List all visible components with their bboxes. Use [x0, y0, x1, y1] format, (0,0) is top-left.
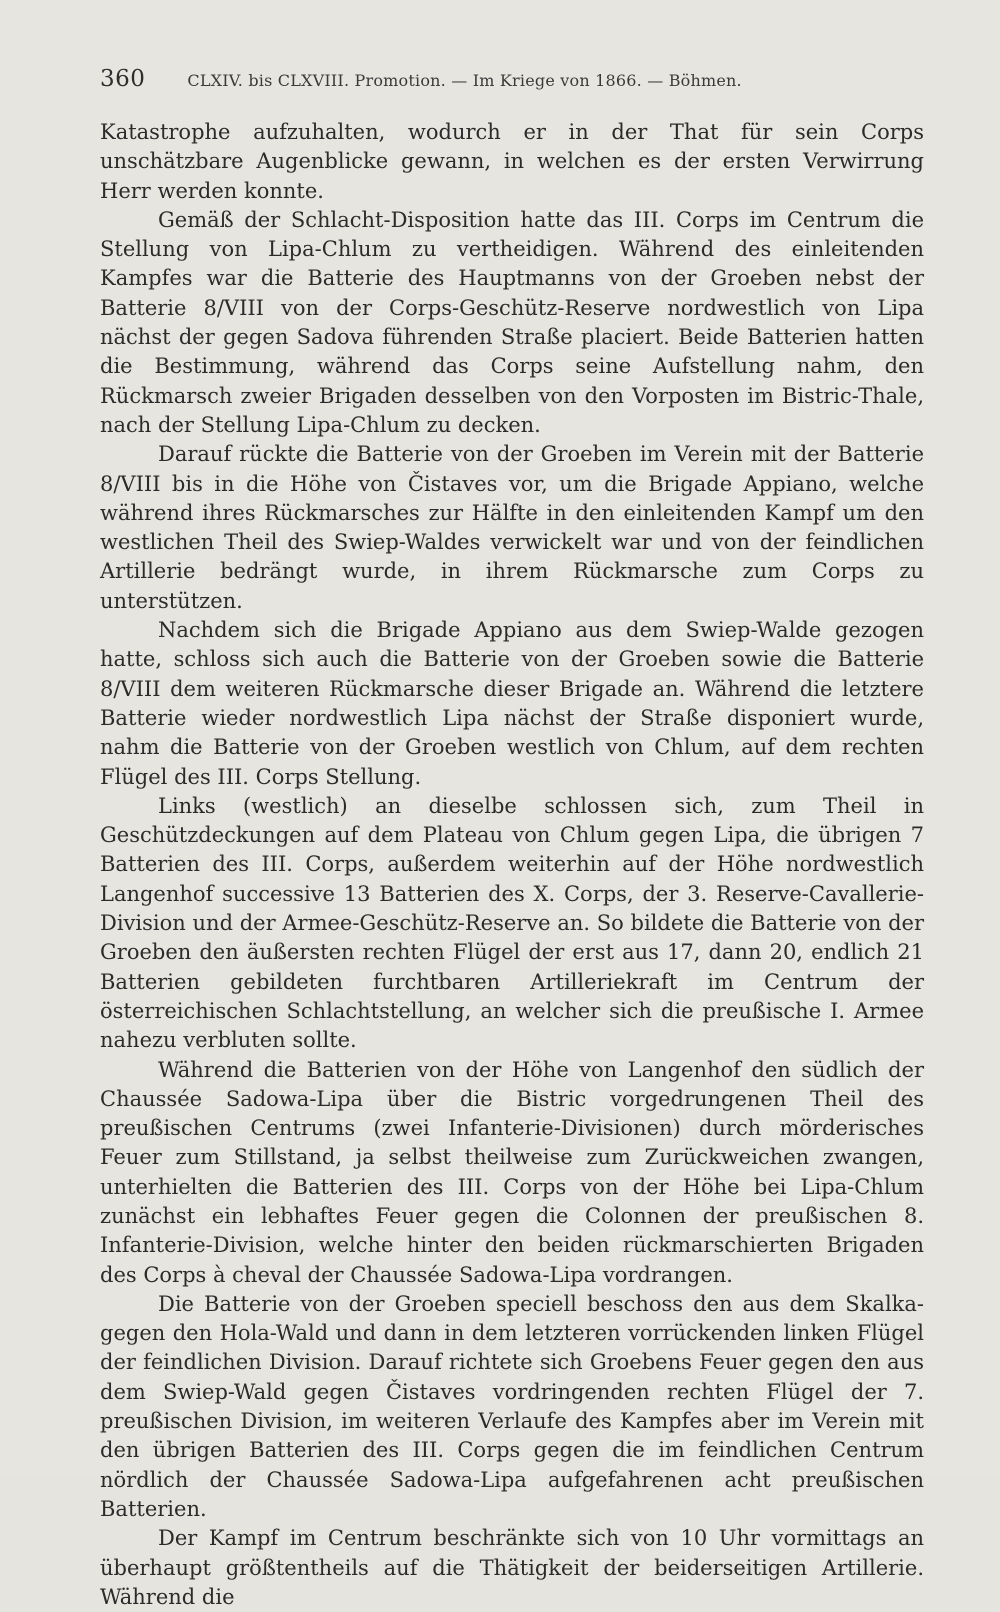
page-header — [100, 66, 920, 102]
paragraph: Die Batterie von der Groeben speciell beschoss den aus dem Skalka- gegen den Hola-Wald und dann in dem letzteren vorrückenden linken Flügel der feindlichen Division. Darauf richtete sich Groebens Feuer gegen den aus dem Swiep-Wald gegen Čistaves vordringenden rechten Flügel der 7. preußischen Division, im weiteren Verlaufe des Kampfes aber im Verein mit den übrigen Batterien des III. Corps gegen die im feindlichen Centrum nördlich der Chaussée Sadowa-Lipa aufgefahrenen acht preußischen Batterien. — [100, 1291, 924, 1521]
paragraph: Nachdem sich die Brigade Appiano aus dem Swiep-Walde gezogen hatte, schloss sich auch die Batterie von der Groeben sowie die Batterie 8/VIII dem weiteren Rückmarsche dieser Brigade an. Während die letztere Batterie wieder nordwestlich Lipa nächst der Straße disponiert wurde, nahm die Batterie von der Groeben westlich von Chlum, auf dem rechten Flügel des III. Corps Stellung. — [100, 618, 924, 789]
paragraph: Links (westlich) an dieselbe schlossen sich, zum Theil in Geschützdeckungen auf dem Plateau von Chlum gegen Lipa, die übrigen 7 Batterien des III. Corps, außerdem weiterhin auf der Höhe nordwestlich Langenhof successive 13 Batterien des X. Corps, der 3. Reserve-Cavallerie-Division und der Armee-Geschütz-Reserve an. So bildete die Batterie von der Groeben den äußersten rechten Flügel der erst aus 17, dann 20, endlich 21 Batterien gebildeten furchtbaren Artilleriekraft im Centrum der österreichischen Schlachtstellung, an welcher sich die preußische I. Armee nahezu verbluten sollte. — [100, 793, 924, 1053]
body-text — [100, 118, 924, 1612]
paragraph: Katastrophe aufzuhalten, wodurch er in der That für sein Corps unschätzbare Augenblicke gewann, in welchen es der ersten Verwirrung Herr werden konnte. — [100, 120, 924, 203]
paragraph: Während die Batterien von der Höhe von Langenhof den südlich der Chaussée Sadowa-Lipa über die Bistric vorgedrungenen Theil des preußischen Centrums (zwei Infanterie-Divisionen) durch mörderisches Feuer zum Stillstand, ja selbst theilweise zum Zurückweichen zwangen, unterhielten die Batterien des III. Corps von der Höhe bei Lipa-Chlum zunächst ein lebhaftes Feuer gegen die Colonnen der preußischen 8. Infanterie-Division, welche hinter den beiden rückmarschierten Brigaden des Corps à cheval der Chaussée Sadowa-Lipa vordrangen. — [100, 1057, 924, 1287]
paragraph: Gemäß der Schlacht-Disposition hatte das III. Corps im Centrum die Stellung von Lipa-Chlum zu vertheidigen. Während des einleitenden Kampfes war die Batterie des Hauptmanns von der Groeben nebst der Batterie 8/VIII von der Corps-Geschütz-Reserve nordwestlich von Lipa nächst der gegen Sadova führenden Straße placiert. Beide Batterien hatten die Bestimmung, während das Corps seine Aufstellung nahm, den Rückmarsch zweier Brigaden desselben von den Vorposten im Bistric-Thale, nach der Stellung Lipa-Chlum zu decken. — [100, 207, 924, 437]
paragraph: Darauf rückte die Batterie von der Groeben im Verein mit der Batterie 8/VIII bis in die Höhe von Čistaves vor, um die Brigade Appiano, welche während ihres Rückmarsches zur Hälfte in den einleitenden Kampf um den westlichen Theil des Swiep-Waldes verwickelt war und von der feindlichen Artillerie bedrängt wurde, in ihrem Rückmarsche zum Corps zu unterstützen. — [100, 442, 924, 613]
page-number: 360 — [100, 66, 146, 92]
paragraph: Der Kampf im Centrum beschränkte sich von 10 Uhr vormittags an überhaupt größtentheils auf die Thätigkeit der beiderseitigen Artillerie. Während die — [100, 1526, 924, 1609]
running-head: CLXIV. bis CLXVIII. Promotion. — Im Kriege von 1866. — Böhmen. — [187, 71, 742, 90]
